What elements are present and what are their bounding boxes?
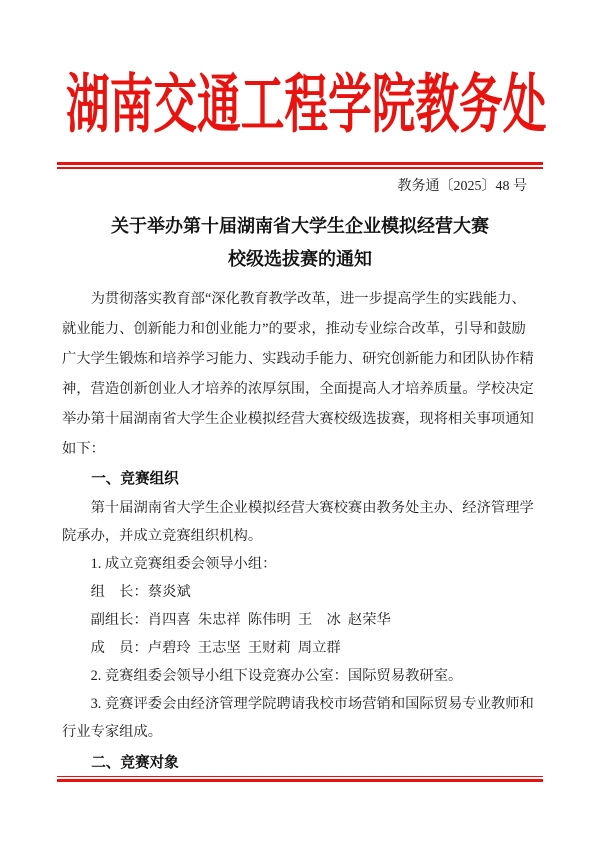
intro-line: 为贯彻落实教育部“深化教育教学改革，进一步提高学生的实践能力、	[90, 291, 526, 307]
body-line: 3. 竞赛评委会由经济管理学院聘请我校市场营销和国际贸易专业教师和	[90, 696, 534, 712]
red-double-rule-top	[57, 162, 543, 169]
document-title-line-2: 校级选拔赛的通知	[228, 249, 372, 269]
section-1-heading: 一、竞赛组织	[91, 471, 179, 487]
body-line: 2. 竞赛组委会领导小组下设竞赛办公室：国际贸易教研室。	[90, 668, 463, 684]
intro-line: 如下：	[62, 441, 105, 457]
body-line: 第十届湖南省大学生企业模拟经营大赛校赛由教务处主办、经济管理学	[90, 500, 534, 516]
intro-line: 就业能力、创新能力和创业能力”的要求，推动专业综合改革，引导和鼓励	[62, 321, 526, 337]
red-double-rule-bottom	[57, 776, 543, 782]
intro-line: 举办第十届湖南省大学生企业模拟经营大赛校级选拔赛，现将相关事项通知	[62, 411, 534, 427]
body-line-members: 成 员：卢碧玲 王志坚 王财莉 周立群	[90, 640, 341, 656]
intro-line: 广大学生锻炼和培养学习能力、实践动手能力、研究创新能力和团队协作精	[62, 351, 534, 367]
body-line: 院承办，并成立竞赛组织机构。	[62, 528, 263, 544]
org-masthead-title: 湖南交通工程学院教务处	[66, 70, 547, 142]
body-line: 1. 成立竞赛组委会领导小组：	[90, 556, 277, 572]
section-2-heading: 二、竞赛对象	[91, 755, 179, 771]
document-number: 教务通〔2025〕48 号	[397, 179, 527, 194]
document-title	[0, 210, 600, 276]
document-body	[0, 284, 600, 778]
body-line-deputy-leaders: 副组长：肖四喜 朱忠祥 陈伟明 王 冰 赵荣华	[90, 612, 391, 628]
document-title-line-1: 关于举办第十届湖南省大学生企业模拟经营大赛	[111, 216, 489, 236]
intro-line: 神，营造创新创业人才培养的浓厚氛围，全面提高人才培养质量。学校决定	[62, 381, 534, 397]
body-line: 行业专家组成。	[62, 724, 163, 740]
body-line-group-leader: 组 长：蔡炎斌	[90, 584, 191, 600]
section-1-body	[62, 494, 538, 746]
